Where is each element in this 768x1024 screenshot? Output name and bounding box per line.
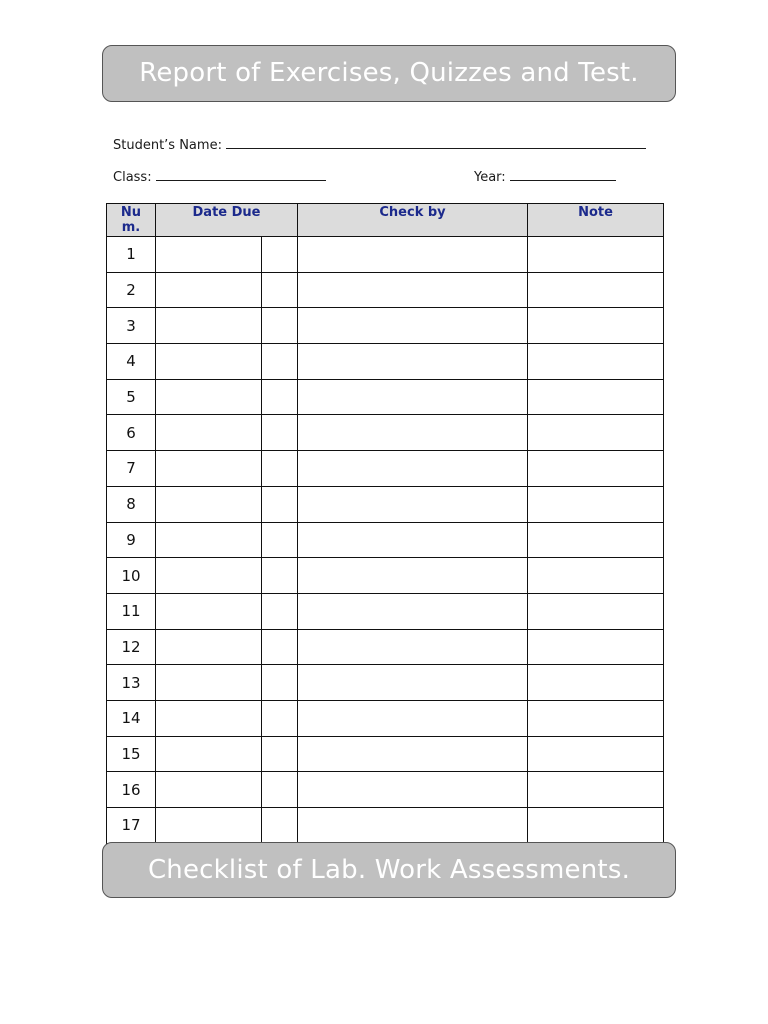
note-cell[interactable] (528, 772, 664, 808)
table-row (107, 558, 664, 594)
header-note: Note (528, 204, 664, 237)
note-cell[interactable] (528, 379, 664, 415)
table-row (107, 665, 664, 701)
check-by-cell[interactable] (298, 522, 528, 558)
note-cell[interactable] (528, 736, 664, 772)
note-cell[interactable] (528, 522, 664, 558)
student-name-blank[interactable] (226, 138, 646, 149)
table-row (107, 237, 664, 273)
header-date-due: Date Due (156, 204, 298, 237)
note-cell[interactable] (528, 629, 664, 665)
note-cell[interactable] (528, 808, 664, 844)
row-number: 14 (107, 700, 156, 736)
date-due-cell[interactable] (156, 665, 262, 701)
year-label: Year: (474, 170, 506, 185)
table-row (107, 808, 664, 844)
row-number: 16 (107, 772, 156, 808)
date-due-cell[interactable] (156, 237, 262, 273)
check-by-cell[interactable] (298, 308, 528, 344)
student-name-field (113, 138, 646, 153)
date-due-cell[interactable] (156, 344, 262, 380)
table-row (107, 486, 664, 522)
table-row (107, 629, 664, 665)
date-due-extra-cell[interactable] (262, 665, 298, 701)
table-row (107, 451, 664, 487)
year-field (474, 170, 616, 185)
check-by-cell[interactable] (298, 451, 528, 487)
row-number: 5 (107, 379, 156, 415)
table-row (107, 772, 664, 808)
row-number: 13 (107, 665, 156, 701)
check-by-cell[interactable] (298, 237, 528, 273)
date-due-cell[interactable] (156, 379, 262, 415)
date-due-extra-cell[interactable] (262, 522, 298, 558)
row-number: 10 (107, 558, 156, 594)
table-row (107, 379, 664, 415)
header-check-by: Check by (298, 204, 528, 237)
check-by-cell[interactable] (298, 558, 528, 594)
date-due-extra-cell[interactable] (262, 772, 298, 808)
note-cell[interactable] (528, 486, 664, 522)
check-by-cell[interactable] (298, 808, 528, 844)
table-row (107, 700, 664, 736)
check-by-cell[interactable] (298, 272, 528, 308)
row-number: 7 (107, 451, 156, 487)
check-by-cell[interactable] (298, 344, 528, 380)
note-cell[interactable] (528, 237, 664, 273)
date-due-extra-cell[interactable] (262, 272, 298, 308)
note-cell[interactable] (528, 344, 664, 380)
note-cell[interactable] (528, 308, 664, 344)
row-number: 12 (107, 629, 156, 665)
student-name-label: Student’s Name: (113, 138, 222, 153)
report-table (106, 203, 664, 844)
date-due-cell[interactable] (156, 700, 262, 736)
lab-checklist-title: Checklist of Lab. Work Assessments. (147, 855, 631, 885)
check-by-cell[interactable] (298, 486, 528, 522)
row-number: 15 (107, 736, 156, 772)
date-due-cell[interactable] (156, 415, 262, 451)
date-due-cell[interactable] (156, 808, 262, 844)
date-due-extra-cell[interactable] (262, 308, 298, 344)
class-field (113, 170, 326, 185)
row-number: 8 (107, 486, 156, 522)
date-due-extra-cell[interactable] (262, 344, 298, 380)
row-number: 4 (107, 344, 156, 380)
table-row (107, 593, 664, 629)
note-cell[interactable] (528, 665, 664, 701)
table-row (107, 415, 664, 451)
header-num: Nu m. (107, 204, 156, 237)
row-number: 6 (107, 415, 156, 451)
class-blank[interactable] (156, 170, 326, 181)
check-by-cell[interactable] (298, 700, 528, 736)
row-number: 1 (107, 237, 156, 273)
row-number: 3 (107, 308, 156, 344)
date-due-cell[interactable] (156, 558, 262, 594)
date-due-cell[interactable] (156, 522, 262, 558)
row-number: 17 (107, 808, 156, 844)
class-label: Class: (113, 170, 152, 185)
check-by-cell[interactable] (298, 593, 528, 629)
date-due-extra-cell[interactable] (262, 700, 298, 736)
date-due-extra-cell[interactable] (262, 629, 298, 665)
check-by-cell[interactable] (298, 415, 528, 451)
date-due-extra-cell[interactable] (262, 808, 298, 844)
note-cell[interactable] (528, 415, 664, 451)
date-due-extra-cell[interactable] (262, 593, 298, 629)
report-title-banner (102, 45, 676, 102)
check-by-cell[interactable] (298, 772, 528, 808)
table-row (107, 344, 664, 380)
date-due-cell[interactable] (156, 629, 262, 665)
note-cell[interactable] (528, 451, 664, 487)
lab-checklist-banner (102, 842, 676, 898)
report-title: Report of Exercises, Quizzes and Test. (139, 58, 639, 88)
date-due-cell[interactable] (156, 308, 262, 344)
note-cell[interactable] (528, 593, 664, 629)
date-due-cell[interactable] (156, 593, 262, 629)
table-row (107, 272, 664, 308)
note-cell[interactable] (528, 700, 664, 736)
date-due-cell[interactable] (156, 272, 262, 308)
check-by-cell[interactable] (298, 665, 528, 701)
date-due-extra-cell[interactable] (262, 558, 298, 594)
table-row (107, 736, 664, 772)
table-header-row (107, 204, 664, 237)
date-due-extra-cell[interactable] (262, 736, 298, 772)
date-due-extra-cell[interactable] (262, 451, 298, 487)
date-due-cell[interactable] (156, 772, 262, 808)
row-number: 11 (107, 593, 156, 629)
year-blank[interactable] (510, 170, 616, 181)
note-cell[interactable] (528, 272, 664, 308)
date-due-extra-cell[interactable] (262, 415, 298, 451)
table-row (107, 308, 664, 344)
date-due-extra-cell[interactable] (262, 379, 298, 415)
check-by-cell[interactable] (298, 379, 528, 415)
check-by-cell[interactable] (298, 629, 528, 665)
table-row (107, 522, 664, 558)
date-due-cell[interactable] (156, 736, 262, 772)
note-cell[interactable] (528, 558, 664, 594)
row-number: 9 (107, 522, 156, 558)
row-number: 2 (107, 272, 156, 308)
check-by-cell[interactable] (298, 736, 528, 772)
date-due-cell[interactable] (156, 486, 262, 522)
date-due-extra-cell[interactable] (262, 237, 298, 273)
date-due-cell[interactable] (156, 451, 262, 487)
date-due-extra-cell[interactable] (262, 486, 298, 522)
